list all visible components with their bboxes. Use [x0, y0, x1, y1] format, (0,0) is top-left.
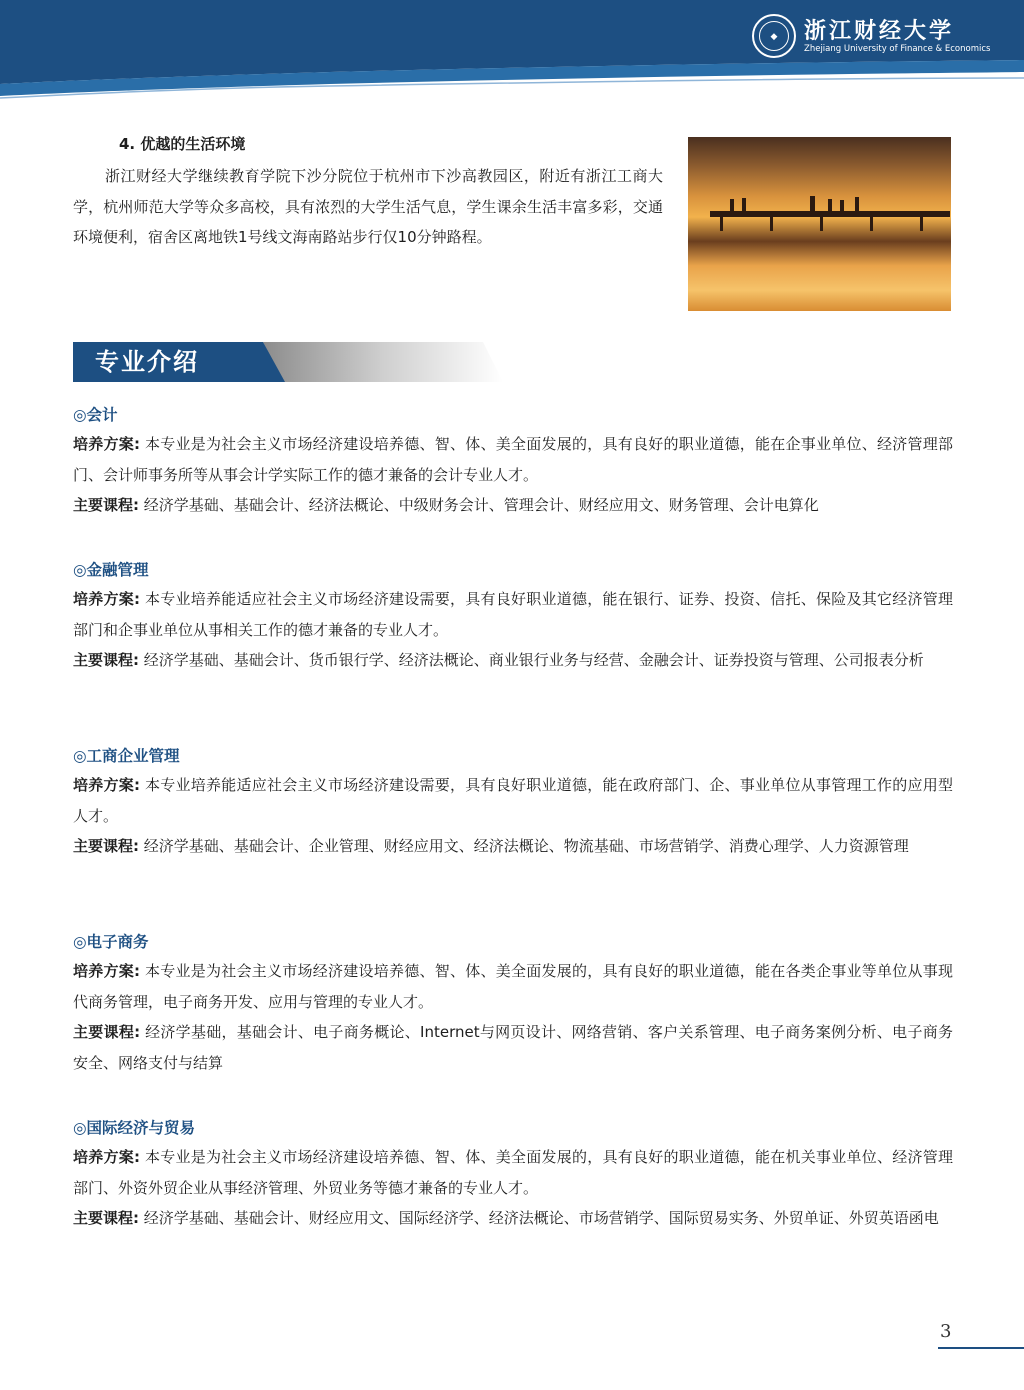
- major-courses: [73, 490, 953, 521]
- plan-text: 本专业是为社会主义市场经济建设培养德、智、体、美全面发展的，具有良好的职业道德，能在机关事业单位、经济管理部门、外资外贸企业从事经济管理、外贸业务等德才兼备的专业人才。: [73, 1148, 953, 1197]
- courses-text: 经济学基础、基础会计、企业管理、财经应用文、经济法概论、物流基础、市场营销学、消费心理学、人力资源管理: [143, 837, 909, 855]
- major-title: ◎国际经济与贸易: [73, 1119, 196, 1137]
- courses-label: 主要课程:: [73, 1023, 141, 1041]
- major-plan: [73, 429, 953, 490]
- page-number-rule: [938, 1347, 1024, 1349]
- major-business-management: [73, 742, 953, 862]
- courses-label: 主要课程:: [73, 837, 139, 855]
- campus-lake-photo: [688, 137, 951, 311]
- major-courses: [73, 1017, 953, 1078]
- section-banner: [73, 342, 503, 382]
- section-title: 专业介绍: [95, 348, 199, 376]
- living-environment-heading: 4. 优越的生活环境: [119, 135, 246, 153]
- page-number: 3: [940, 1321, 952, 1342]
- courses-text: 经济学基础、基础会计、经济法概论、中级财务会计、管理会计、财经应用文、财务管理、会计电算化: [143, 496, 819, 514]
- living-environment-section: [73, 131, 663, 253]
- major-international-trade: [73, 1114, 953, 1234]
- major-title: ◎电子商务: [73, 933, 149, 951]
- university-seal-icon: ◆: [752, 14, 796, 58]
- courses-label: 主要课程:: [73, 496, 139, 514]
- plan-text: 本专业是为社会主义市场经济建设培养德、智、体、美全面发展的，具有良好的职业道德，能在各类企事业等单位从事现代商务管理，电子商务开发、应用与管理的专业人才。: [73, 962, 953, 1011]
- major-plan: [73, 770, 953, 831]
- major-title: ◎金融管理: [73, 561, 149, 579]
- plan-label: 培养方案:: [73, 590, 140, 608]
- bridge-silhouette: [710, 195, 950, 231]
- university-logo: [752, 14, 990, 58]
- major-accounting: [73, 401, 953, 521]
- courses-text: 经济学基础、基础会计、货币银行学、经济法概论、商业银行业务与经营、金融会计、证券投资与管理、公司报表分析: [143, 651, 924, 669]
- major-title: ◎会计: [73, 406, 118, 424]
- major-courses: [73, 645, 953, 676]
- university-name-cn: 浙江财经大学: [804, 17, 955, 44]
- courses-text: 经济学基础，基础会计、电子商务概论、Internet与网页设计、网络营销、客户关系管理、电子商务案例分析、电子商务安全、网络支付与结算: [73, 1023, 953, 1072]
- major-plan: [73, 584, 953, 645]
- page-header: [0, 0, 1024, 110]
- major-title: ◎工商企业管理: [73, 747, 180, 765]
- major-plan: [73, 956, 953, 1017]
- courses-text: 经济学基础、基础会计、财经应用文、国际经济学、经济法概论、市场营销学、国际贸易实务、外贸单证、外贸英语函电: [143, 1209, 939, 1227]
- plan-label: 培养方案:: [73, 776, 140, 794]
- major-courses: [73, 831, 953, 862]
- plan-label: 培养方案:: [73, 1148, 140, 1166]
- major-e-commerce: [73, 928, 953, 1078]
- university-name-en: Zhejiang University of Finance & Economics: [804, 43, 991, 54]
- plan-text: 本专业培养能适应社会主义市场经济建设需要，具有良好职业道德，能在银行、证券、投资、信托、保险及其它经济管理部门和企事业单位从事相关工作的德才兼备的专业人才。: [73, 590, 953, 639]
- major-finance-management: [73, 556, 953, 676]
- major-plan: [73, 1142, 953, 1203]
- plan-text: 本专业是为社会主义市场经济建设培养德、智、体、美全面发展的，具有良好的职业道德，能在企事业单位、经济管理部门、会计师事务所等从事会计学实际工作的德才兼备的会计专业人才。: [73, 435, 953, 484]
- major-courses: [73, 1203, 953, 1234]
- plan-text: 本专业培养能适应社会主义市场经济建设需要，具有良好职业道德，能在政府部门、企、事业单位从事管理工作的应用型人才。: [73, 776, 953, 825]
- plan-label: 培养方案:: [73, 962, 140, 980]
- courses-label: 主要课程:: [73, 651, 139, 669]
- living-environment-paragraph: 浙江财经大学继续教育学院下沙分院位于杭州市下沙高教园区，附近有浙江工商大学，杭州师范大学等众多高校，具有浓烈的大学生活气息，学生课余生活丰富多彩，交通环境便利，宿舍区离地铁1号线文海南路站步行仅10分钟路程。: [73, 167, 663, 246]
- courses-label: 主要课程:: [73, 1209, 139, 1227]
- plan-label: 培养方案:: [73, 435, 140, 453]
